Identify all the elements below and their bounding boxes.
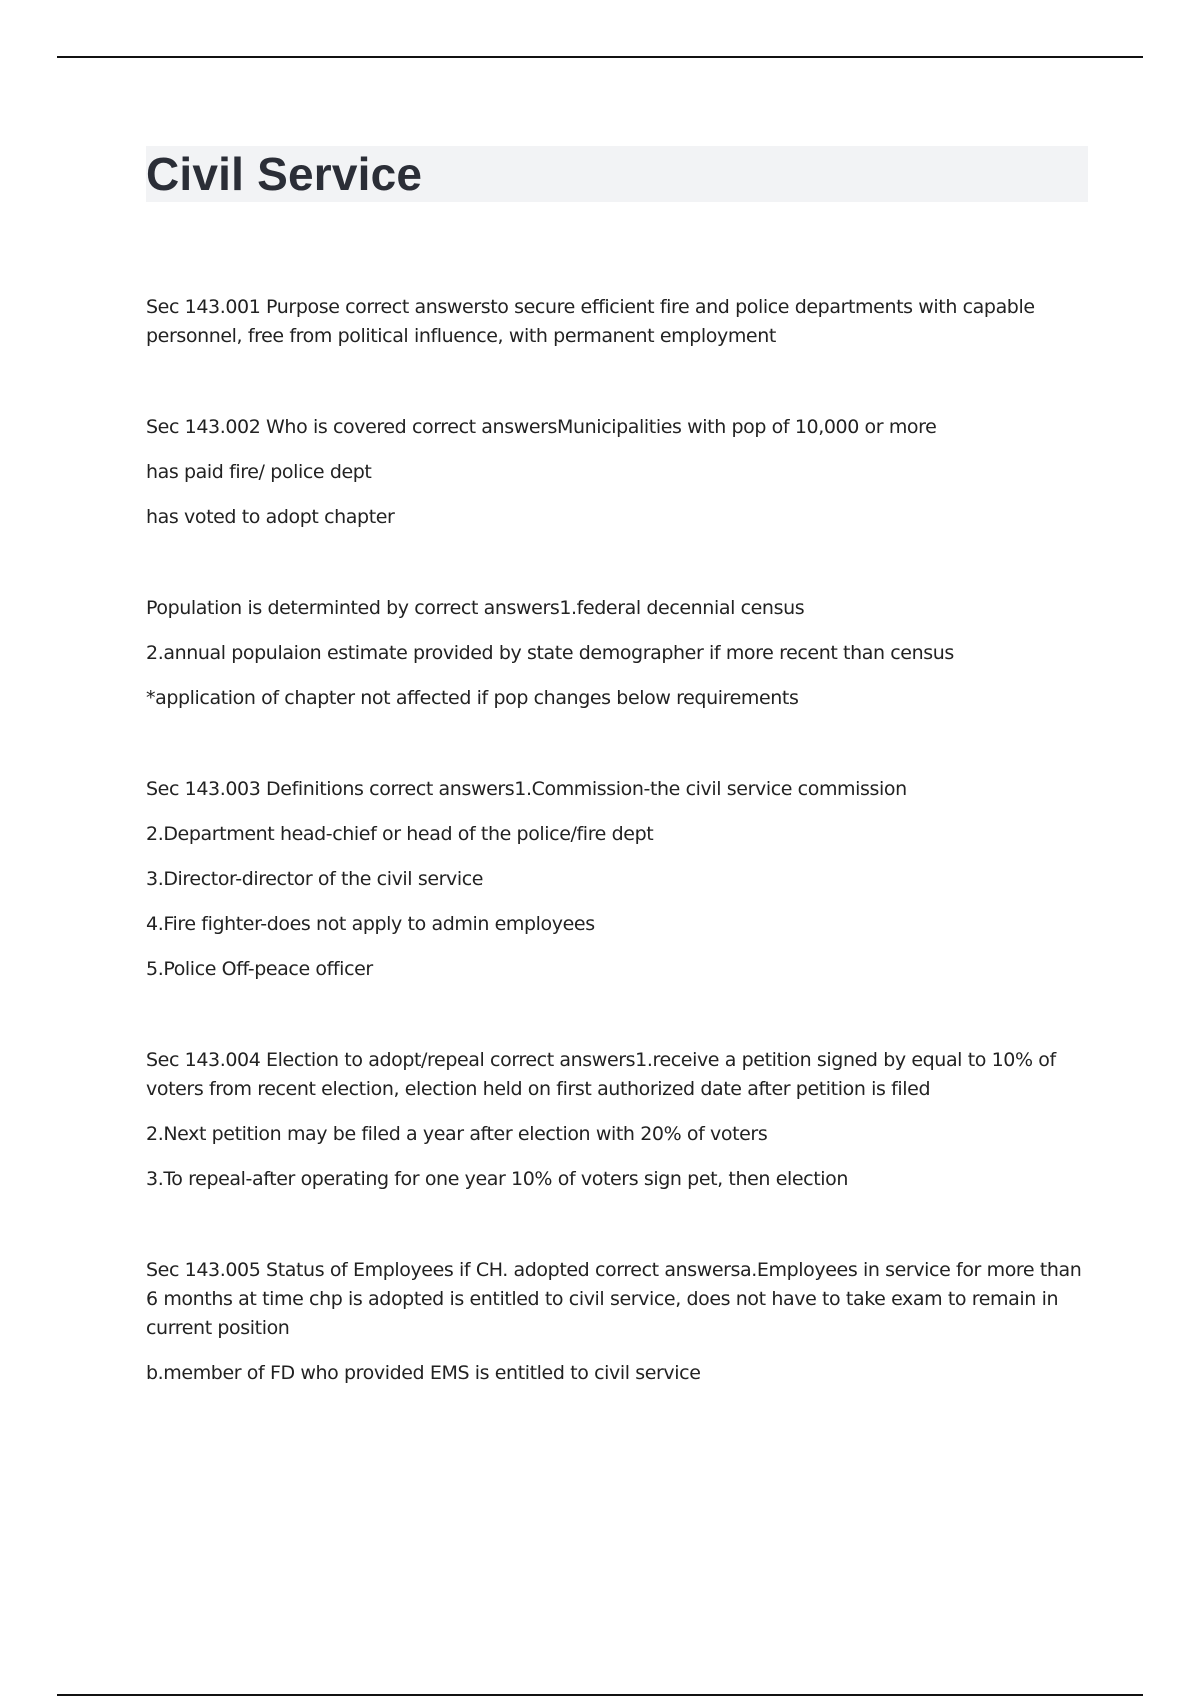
section-143-004 (146, 1046, 1088, 1194)
section-line: has paid fire/ police dept (146, 461, 372, 483)
section-line: 2.Next petition may be filed a year after election with 20% of voters (146, 1123, 768, 1145)
section-line: 3.To repeal-after operating for one year 10% of voters sign pet, then election (146, 1168, 848, 1190)
section-population (146, 594, 1088, 713)
section-line: 3.Director-director of the civil service (146, 868, 484, 890)
section-line: 4.Fire fighter-does not apply to admin employees (146, 913, 595, 935)
section-143-001 (146, 293, 1088, 351)
title-banner (146, 146, 1088, 202)
section-line: has voted to adopt chapter (146, 506, 395, 528)
section-line: Sec 143.003 Definitions correct answers1.Commission-the civil service commission (146, 778, 907, 800)
section-line: Population is determinted by correct answers1.federal decennial census (146, 597, 805, 619)
section-line: *application of chapter not affected if pop changes below requirements (146, 687, 799, 709)
section-143-002 (146, 413, 1088, 532)
section-143-005 (146, 1256, 1088, 1388)
section-line: Sec 143.002 Who is covered correct answersMunicipalities with pop of 10,000 or more (146, 416, 937, 438)
footer-rule (57, 1694, 1143, 1696)
section-143-003 (146, 775, 1088, 984)
section-line: Sec 143.005 Status of Employees if CH. adopted correct answersa.Employees in service for more than 6 months at time chp is adopted is entitled to civil service, does not have to take exam to remain in current position (146, 1259, 1082, 1339)
section-line: Sec 143.004 Election to adopt/repeal correct answers1.receive a petition signed by equal to 10% of voters from recent election, election held on first authorized date after petition is filed (146, 1049, 1056, 1100)
document-page (146, 146, 1088, 1450)
page-title: Civil Service (146, 148, 423, 200)
sections-list (146, 293, 1088, 1388)
section-line: Sec 143.001 Purpose correct answersto secure efficient fire and police departments with capable personnel, free from political influence, with permanent employment (146, 296, 1035, 347)
section-line: 2.Department head-chief or head of the police/fire dept (146, 823, 654, 845)
section-line: 5.Police Off-peace officer (146, 958, 373, 980)
section-line: b.member of FD who provided EMS is entitled to civil service (146, 1362, 701, 1384)
section-line: 2.annual populaion estimate provided by state demographer if more recent than census (146, 642, 954, 664)
header-rule (57, 56, 1143, 58)
